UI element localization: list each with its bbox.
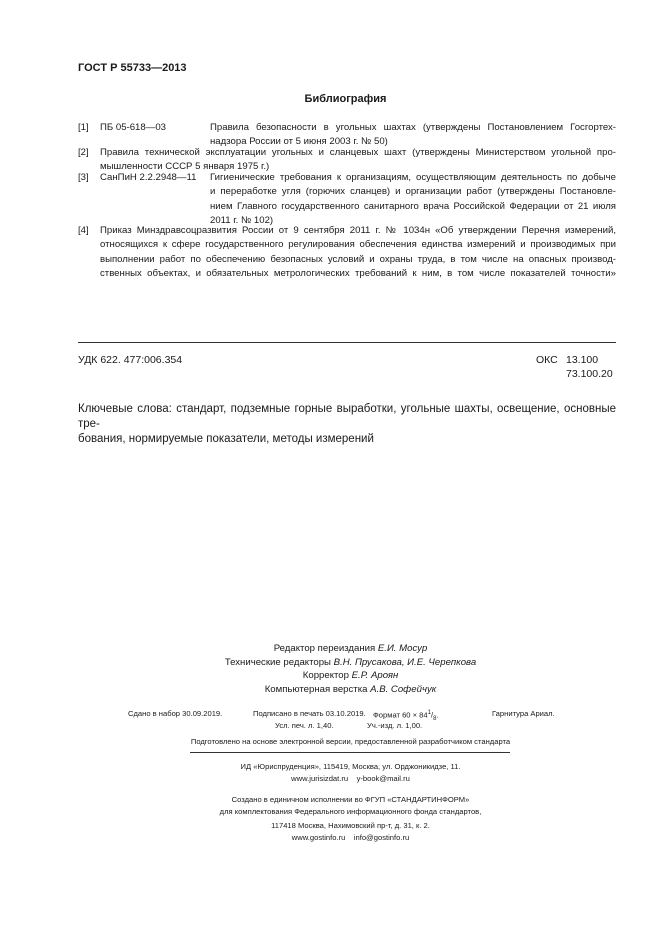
ref-code: СанПиН 2.2.2948—11 <box>100 172 197 183</box>
oks-label: ОКС <box>536 354 558 366</box>
created-contacts <box>0 832 661 843</box>
credit-person: В.Н. Прусакова, И.Е. Черепкова <box>333 656 477 668</box>
created-site-link[interactable]: www.gostinfo.ru <box>291 833 346 842</box>
credits <box>0 642 661 696</box>
ref-line: ственных объектах, и обязательных метрологических требований к ним, в том числе показателей точности» <box>100 267 616 279</box>
ref-line: Правила технической эксплуатации угольных и сланцевых шахт (утверждены Министерством угольной про- <box>100 147 616 158</box>
credit-role: Корректор <box>302 670 349 681</box>
format-label: Формат 60 × 84 <box>373 710 428 720</box>
keywords <box>78 402 616 447</box>
ref-line: 2011 г. № 102) <box>210 214 274 226</box>
credit-tech-editors <box>40 656 661 670</box>
ref-number: [2] <box>78 147 89 158</box>
created-address: 117418 Москва, Нахимовский пр-т, д. 31, к. 2. <box>271 821 430 830</box>
publisher-email-link[interactable]: y-book@mail.ru <box>356 774 410 783</box>
ref-line: Гигиенические требования к организациям, осуществляющим деятельность по добыче <box>210 172 616 183</box>
credit-person: Е.Р. Ароян <box>351 670 399 681</box>
created-line: Создано в единичном исполнении во ФГУП «СТАНДАРТИНФОРМ» <box>231 795 470 804</box>
set-date: Сдано в набор 30.09.2019. <box>128 709 223 718</box>
pub-sheets: Уч.-изд. л. 1,00. <box>367 721 423 730</box>
ref-number: [4] <box>78 225 89 236</box>
ref-line: Правила безопасности в угольных шахтах (утверждены Постановлением Госгортех- <box>210 122 616 133</box>
format-sub: 8 <box>433 716 437 723</box>
print-sheets: Усл. печ. л. 1,40. <box>275 721 334 730</box>
ref-line: относящихся к сфере государственного регулирования обеспечения единства измерений и производимых при <box>100 239 616 251</box>
publisher-line: ИД «Юриспруденция», 115419, Москва, ул. Орджоникидзе, 11. <box>240 762 461 771</box>
oks-code: 73.100.20 <box>566 368 613 380</box>
ref-text <box>210 171 616 228</box>
ref-line: Приказ Минздравсоцразвития России от 9 сентября 2011 г. № 1034н «Об утверждении Перечня измерений, <box>100 225 616 236</box>
created-line: для комплектования Федерального информационного фонда стандартов, <box>219 807 482 816</box>
ref-line: и переработке угля (горючих сланцев) и организации работ (утверждены Постановле- <box>210 186 616 198</box>
ref-line: мышленности СССР 5 января 1975 г.) <box>100 161 270 173</box>
print-date: Подписано в печать 03.10.2019. <box>253 709 366 718</box>
oks-code: 13.100 <box>566 354 599 366</box>
credit-role: Компьютерная верстка <box>264 683 368 695</box>
bibliography-title: Библиография <box>304 93 387 105</box>
publisher-contacts <box>0 773 661 784</box>
credit-role: Редактор переиздания <box>273 643 376 654</box>
keywords-line: Ключевые слова: стандарт, подземные горные выработки, угольные шахты, освещение, основные тре- <box>78 403 616 430</box>
section-divider <box>78 342 616 343</box>
ref-number: [3] <box>78 172 89 183</box>
credit-role: Технические редакторы <box>224 656 331 668</box>
created-email-link[interactable]: info@gostinfo.ru <box>353 833 410 842</box>
credit-corrector <box>40 669 661 683</box>
ref-code: ПБ 05-618—03 <box>100 122 166 133</box>
credit-person: А.В. Софейчук <box>370 683 437 695</box>
publisher-site-link[interactable]: www.jurisizdat.ru <box>291 774 349 783</box>
document-code: ГОСТ Р 55733—2013 <box>78 62 187 74</box>
udc-code: УДК 622. 477:006.354 <box>78 354 183 366</box>
ref-line: надзора России от 5 июня 2003 г. № 50) <box>210 136 388 148</box>
ref-line: выполнении работ по обеспечению безопасных условий и охраны труда, в том числе на опасных производ- <box>100 253 616 265</box>
font-note: Гарнитура Ариал. <box>492 709 555 718</box>
imprint-divider <box>190 752 510 753</box>
ref-text <box>100 224 616 281</box>
keywords-line: бования, нормируемые показатели, методы измерений <box>78 433 374 445</box>
credit-editor <box>40 642 661 656</box>
ref-number: [1] <box>78 122 89 133</box>
credit-person: Е.И. Мосур <box>377 643 428 654</box>
credit-layout <box>40 683 661 697</box>
format-sup: 1 <box>427 710 431 716</box>
ref-line: нием Главного государственного санитарного врача Российской Федерации от 21 июля <box>210 200 616 212</box>
prepared-note: Подготовлено на основе электронной версии, предоставленной разработчиком стандарта <box>190 737 511 746</box>
paper-format: Формат $60 \times 84^1/_8$. <box>373 710 439 723</box>
